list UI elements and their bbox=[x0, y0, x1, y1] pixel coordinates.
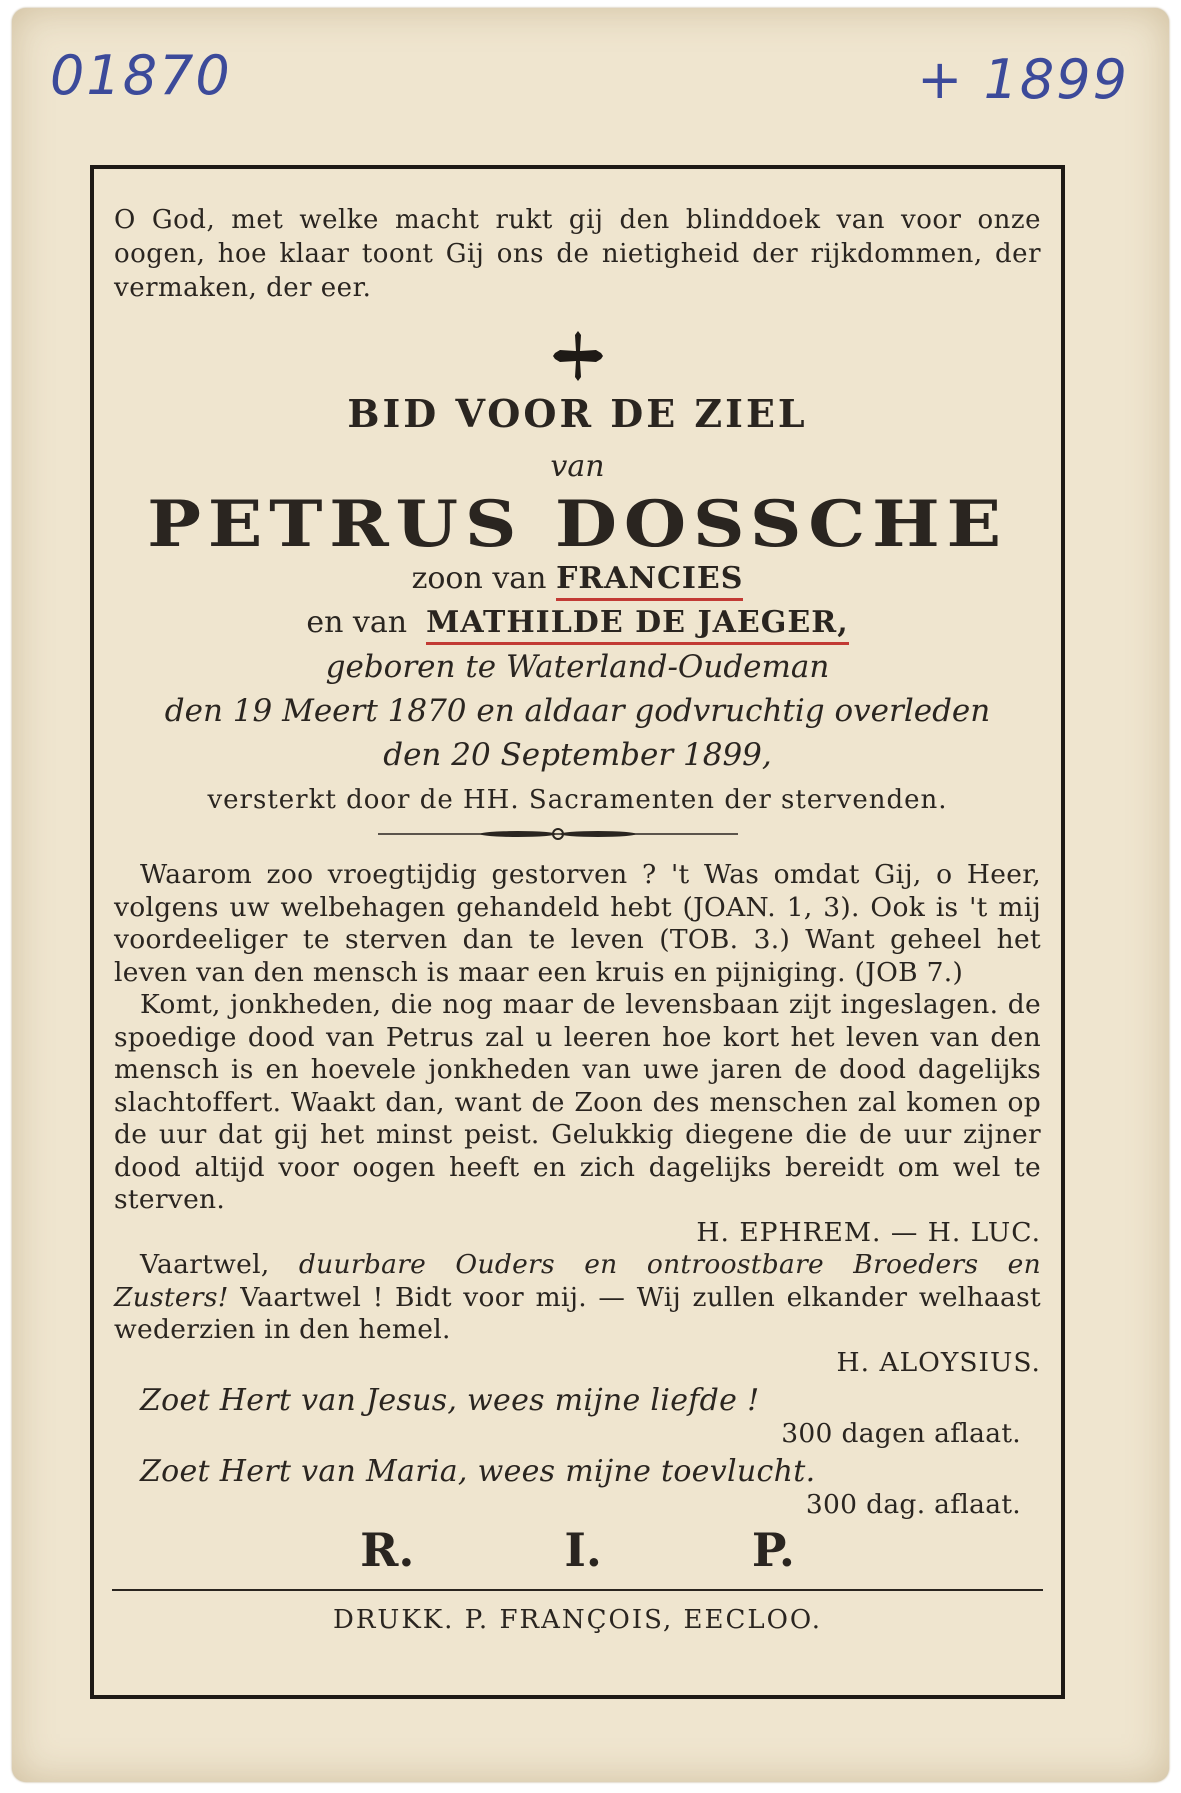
birth-place: geboren te Waterland-Oudeman bbox=[325, 649, 830, 685]
footer-divider bbox=[112, 1589, 1043, 1591]
sacraments-line: versterkt door de HH. Sacramenten der stervenden. bbox=[207, 785, 948, 815]
farewell-addressees: duurbare Ouders en ontroostbare Broeders en Zusters! bbox=[114, 1249, 1041, 1313]
father-name: FRANCIES bbox=[556, 561, 743, 601]
mother-name: MATHILDE DE JAEGER, bbox=[426, 605, 849, 645]
birth-death-dates: den 19 Meert 1870 en aldaar godvruchtig overleden bbox=[164, 693, 991, 729]
handwritten-id: 01870 bbox=[50, 44, 232, 107]
card-content bbox=[106, 169, 1049, 1695]
paragraph-3-attribution: H. ALOYSIUS. bbox=[836, 1346, 1041, 1378]
paragraph-1: Waarom zoo vroegtijdig gestorven ? 't Was omdat Gij, o Heer, volgens uw welbehagen gehandeld hebt (JOAN. 1, 3). Ook is 't mij voordeeliger te sterven dan te leven (TOB. 3.) Want geheel het leven van den mensch is maar een kruis en pijniging. (JOB 7.) bbox=[114, 859, 1041, 988]
intro-prayer: O God, met welke macht rukt gij den blinddoek van voor onze oogen, hoe klaar toont Gij ons de nietigheid der rijkdommen, der vermaken, der eer. bbox=[114, 205, 1041, 303]
memorial-text bbox=[114, 859, 1041, 1521]
paragraph-2: Komt, jonkheden, die nog maar de levensbaan zijt ingeslagen. de spoedige dood van Petrus zal u leeren hoe kort het leven van den mensch is en hoevele jonkheden van uwe jaren de dood dagelijks slachtoffert. Waakt dan, want de Zoon des menschen zal komen op de uur dat gij het minst peist. Gelukkig diegene die de uur zijner dood altijd voor oogen heeft en zich dagelijks bereidt om wel te sterven. bbox=[114, 989, 1041, 1215]
ornament-divider-icon bbox=[378, 825, 738, 843]
rip-p: P. bbox=[751, 1523, 795, 1577]
rip-line bbox=[106, 1523, 1049, 1577]
rip-i: I. bbox=[564, 1523, 602, 1577]
farewell-word: Vaartwel, bbox=[140, 1249, 270, 1280]
son-of-label: zoon van bbox=[411, 561, 547, 596]
rip-r: R. bbox=[360, 1523, 415, 1577]
and-of-label: en van bbox=[306, 605, 408, 640]
card-frame bbox=[90, 165, 1065, 1699]
handwritten-year: + 1899 bbox=[917, 48, 1129, 111]
father-line bbox=[106, 561, 1049, 596]
paragraph-2-attribution: H. EPHREM. — H. LUC. bbox=[696, 1216, 1041, 1248]
printer-credit: DRUKK. P. FRANÇOIS, EECLOO. bbox=[333, 1605, 822, 1635]
prayer-jesus: Zoet Hert van Jesus, wees mijne liefde ! bbox=[140, 1383, 760, 1418]
indulgence-maria: 300 dag. aflaat. bbox=[805, 1488, 1021, 1520]
prayer-maria: Zoet Hert van Maria, wees mijne toevlucht. bbox=[140, 1454, 816, 1489]
deceased-name: PETRUS DOSSCHE bbox=[147, 487, 1008, 562]
memorial-card bbox=[12, 8, 1169, 1782]
heading-van: van bbox=[550, 449, 605, 484]
cross-icon bbox=[551, 329, 605, 383]
paragraph-3 bbox=[114, 1249, 1041, 1347]
mother-line bbox=[106, 605, 1049, 640]
indulgence-jesus: 300 dagen aflaat. bbox=[781, 1417, 1021, 1449]
heading-pray-for-soul: BID VOOR DE ZIEL bbox=[347, 391, 808, 436]
farewell-rest: Vaartwel ! Bidt voor mij. — Wij zullen elkander welhaast wederzien in den hemel. bbox=[114, 1281, 1042, 1345]
death-date: den 20 September 1899, bbox=[383, 737, 772, 773]
